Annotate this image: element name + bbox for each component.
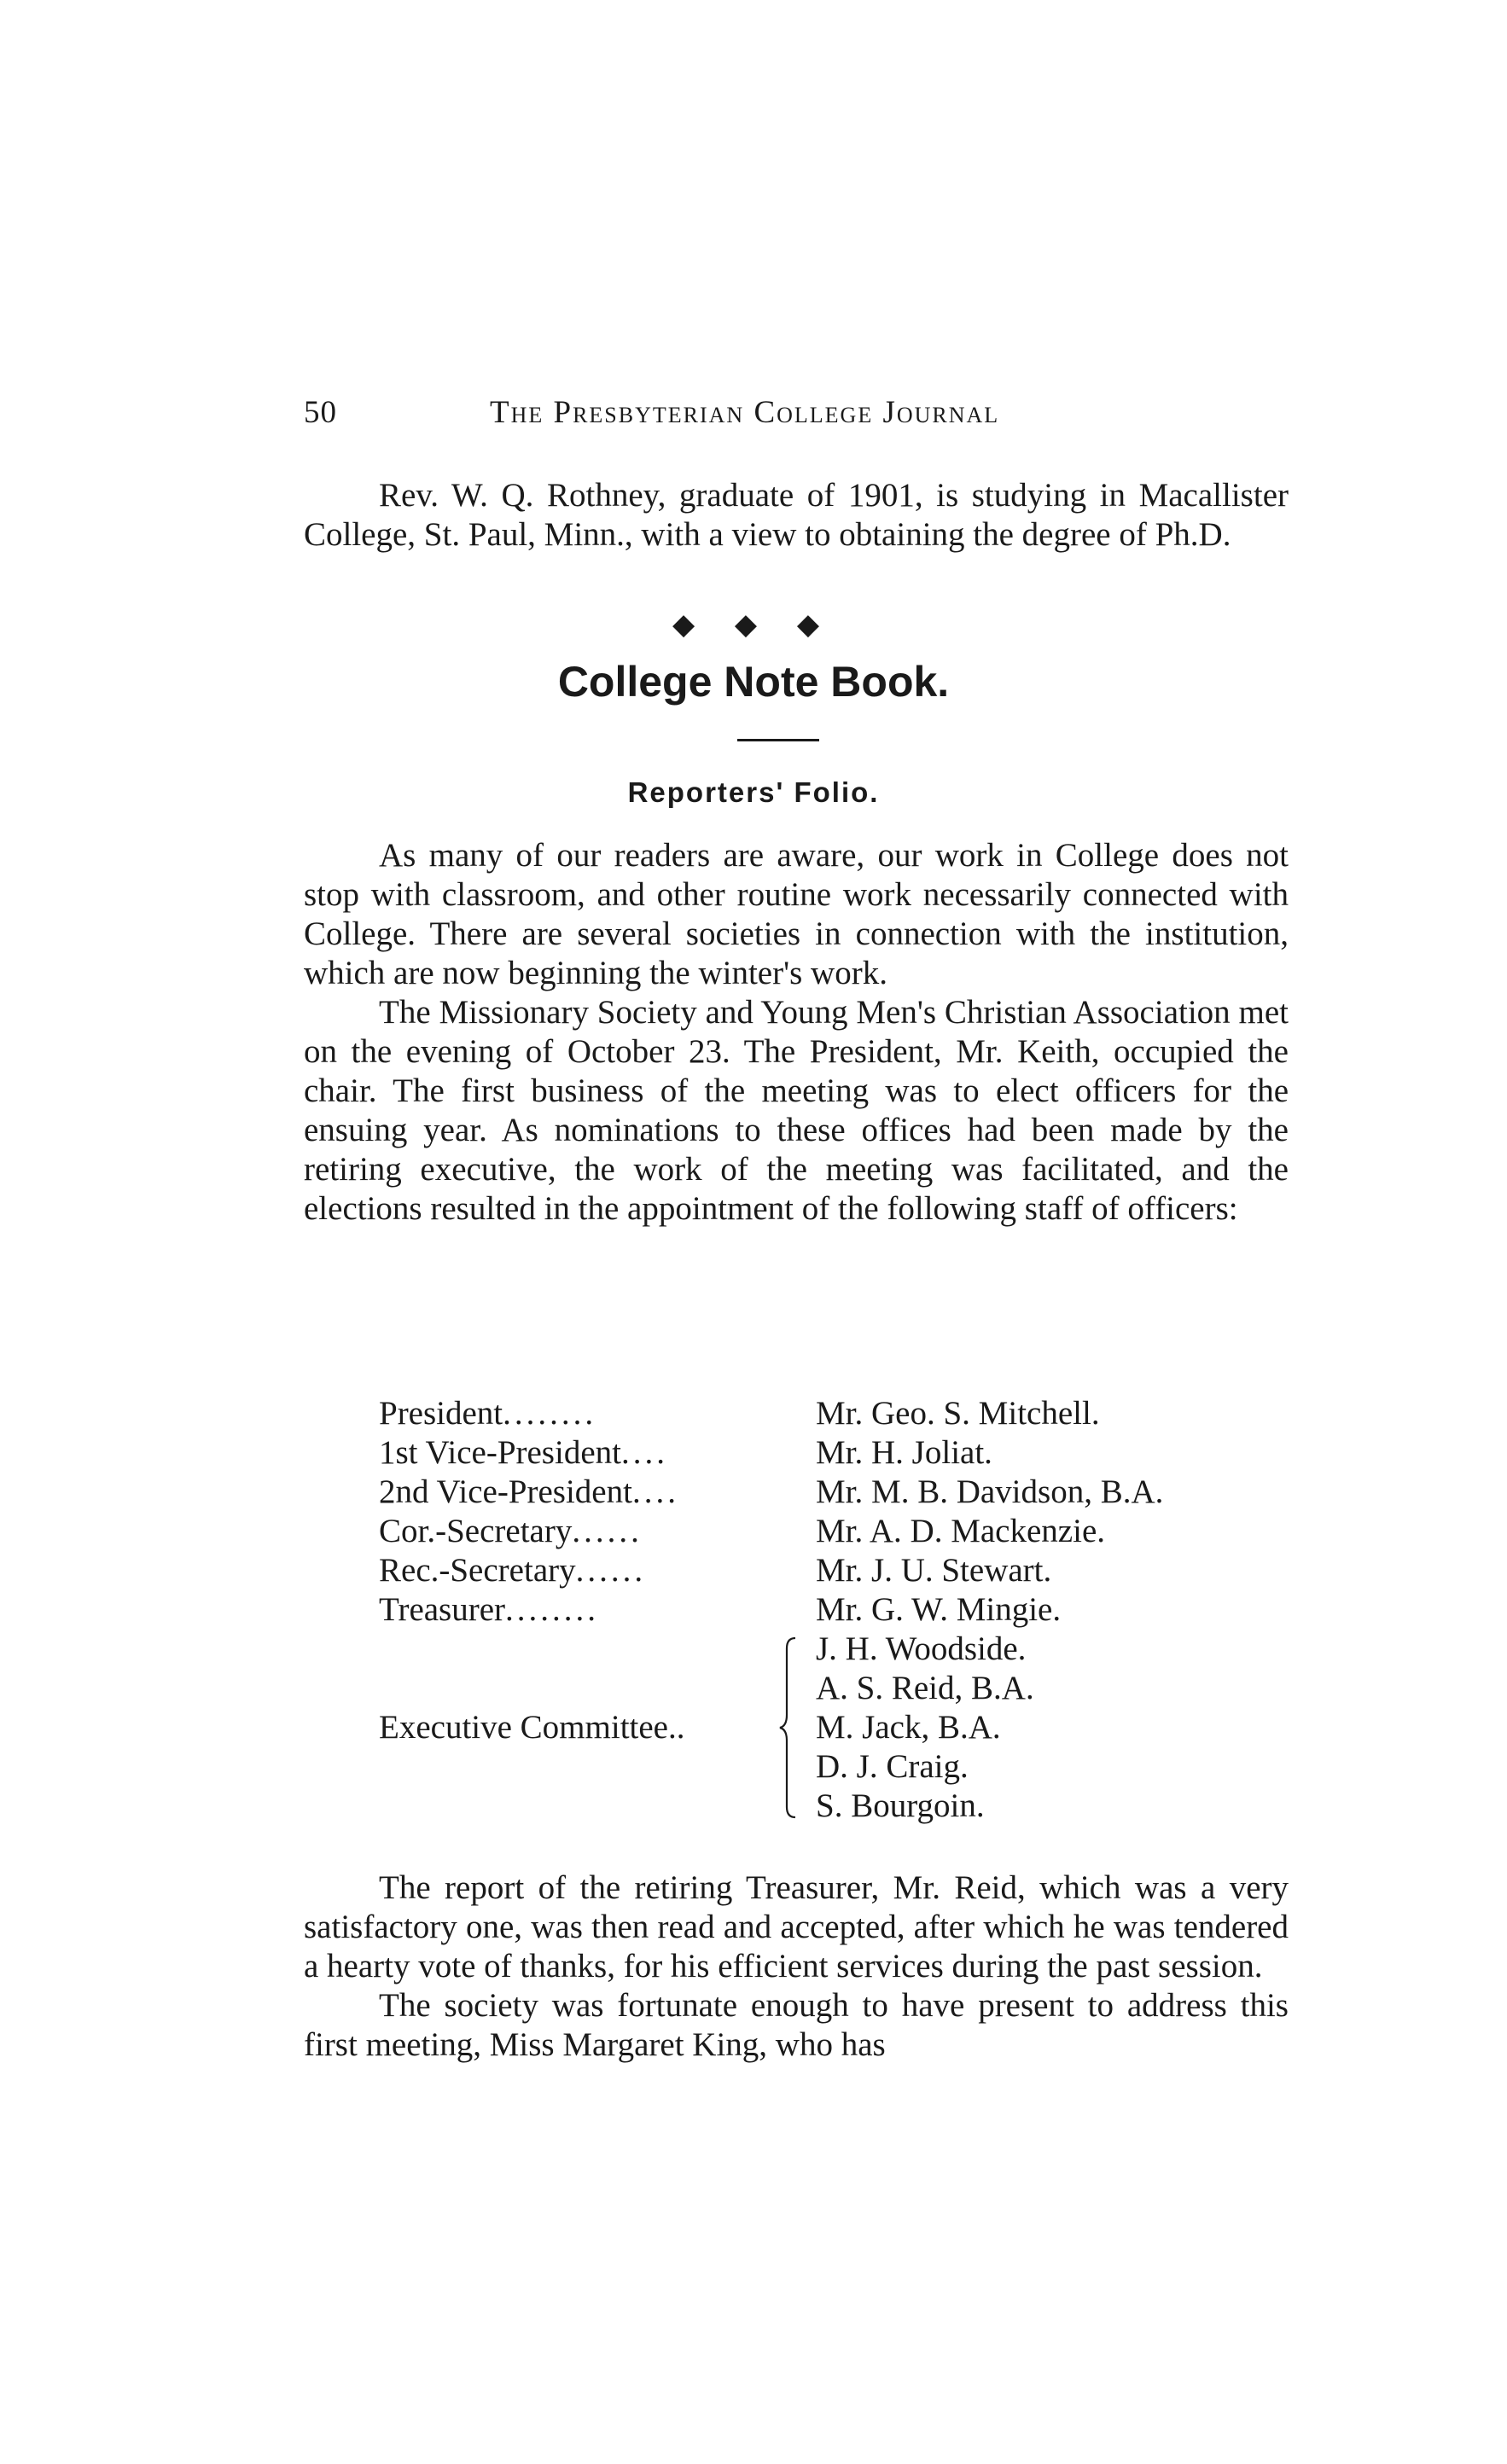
section-title: College Note Book. [557, 658, 950, 706]
officer-row [379, 1590, 1266, 1630]
officer-name: Mr. G. W. Mingie. [816, 1591, 1062, 1628]
officer-role: Rec.-Secretary...... [379, 1552, 647, 1589]
officer-row [379, 1394, 1266, 1433]
closing-paragraph-1: The report of the retiring Treasurer, Mr. Reid, which was a very satisfactory one, was then read and accepted, after which he was tendered a hearty vote of thanks, for his efficient services during the past session. [304, 1869, 1289, 1985]
officer-name: Mr. J. U. Stewart. [816, 1552, 1052, 1589]
officer-name: Mr. Geo. S. Mitchell. [816, 1395, 1100, 1432]
committee-member: J. H. Woodside. [816, 1630, 1027, 1667]
committee-member: D. J. Craig. [816, 1748, 969, 1785]
diamond-ornament-divider: ◆ ◆ ◆ [672, 607, 835, 642]
body-text [304, 836, 1289, 1229]
running-head [304, 394, 1289, 437]
officer-row [379, 1433, 1266, 1473]
journal-title: The Presbyterian College Journal [490, 395, 1000, 430]
officer-row [379, 1473, 1266, 1512]
officer-role: 1st Vice-President.... [379, 1434, 668, 1471]
officer-role: Treasurer........ [379, 1591, 600, 1628]
closing-text [304, 1868, 1289, 2065]
officer-role: President........ [379, 1395, 597, 1432]
title-rule-divider [737, 739, 819, 741]
officer-row [379, 1551, 1266, 1590]
curly-brace-icon [778, 1636, 799, 1819]
executive-committee-members [816, 1630, 1034, 1826]
subsection-title: Reporters' Folio. [627, 776, 880, 808]
officer-name: Mr. A. D. Mackenzie. [816, 1513, 1106, 1549]
officer-role: 2nd Vice-President.... [379, 1473, 679, 1510]
executive-committee [379, 1630, 1266, 1826]
page-number: 50 [304, 395, 337, 430]
officers-list [379, 1394, 1266, 1826]
committee-member: M. Jack, B.A. [816, 1709, 1001, 1746]
officer-name: Mr. H. Joliat. [816, 1434, 992, 1471]
closing-paragraph-2: The society was fortunate enough to have present to address this first meeting, Miss Margaret King, who has [304, 1987, 1289, 2063]
intro-paragraph-block [304, 476, 1289, 555]
committee-member: A. S. Reid, B.A. [816, 1670, 1034, 1706]
intro-paragraph: Rev. W. Q. Rothney, graduate of 1901, is studying in Macallister College, St. Paul, Minn., with a view to obtaining the degree of Ph.D. [304, 477, 1289, 553]
officer-name: Mr. M. B. Davidson, B.A. [816, 1473, 1164, 1510]
body-paragraph-2: The Missionary Society and Young Men's Christian Association met on the evening of October 23. The President, Mr. Keith, occupied the chair. The first business of the meeting was to elect officers for the ensuing year. As nominations to these offices had been made by the retiring executive, the work of the meeting was facilitated, and the elections resulted in the appointment of the following staff of officers: [304, 994, 1289, 1227]
body-paragraph-1: As many of our readers are aware, our work in College does not stop with classroom, and other routine work necessarily connected with College. There are several societies in connection with the institution, which are now beginning the winter's work. [304, 837, 1289, 991]
committee-member: S. Bourgoin. [816, 1787, 985, 1824]
officer-role: Cor.-Secretary...... [379, 1513, 643, 1549]
executive-committee-label: Executive Committee.. [379, 1709, 685, 1746]
officer-row [379, 1512, 1266, 1551]
